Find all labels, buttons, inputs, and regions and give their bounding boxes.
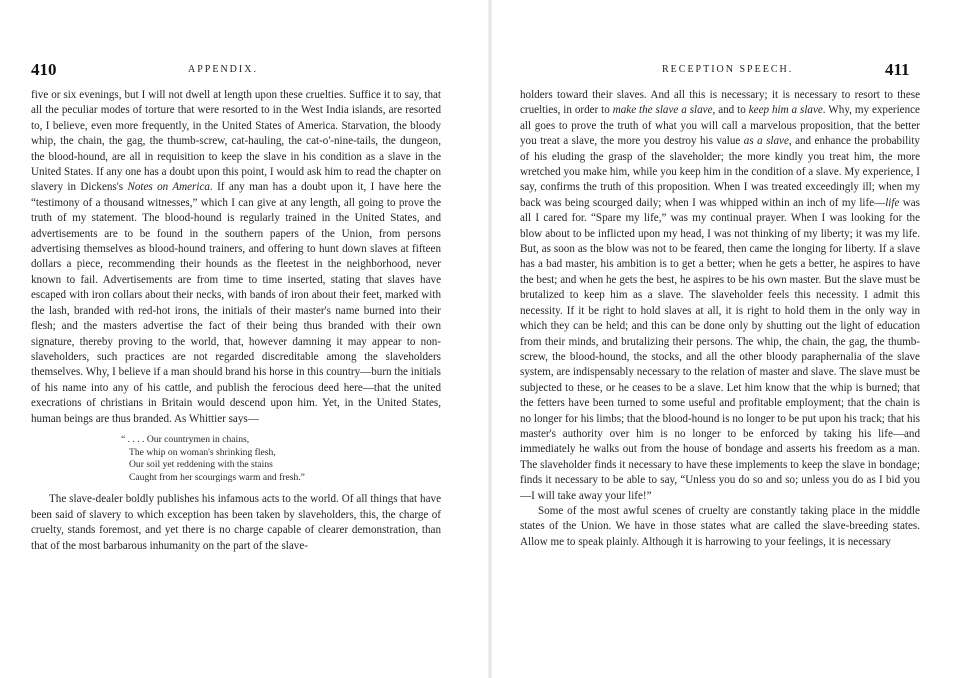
paragraph: holders toward their slaves. And all this is necessary; it is necessary to resort to these cruelties, in order to make the slave a slave, and to keep him a slave. Why, my experience all goes to prove the truth of what you will call a marvelous proposition, that the better you treat a slave, the more you destroy his value as a slave, and enhance the probability of his eluding the grasp of the slaveholder; the more kindly you treat him, the more wretched you make him, while you keep him in the condition of a slave. My experience, I say, confirms the truth of this proposition. When I was treated exceedingly ill; when my back was being scourged daily; when I was whipped within an inch of my life—life was all I cared for. “Spare my life,” was my continual prayer. When I was looking for the blow about to be inflicted upon my head, I was not thinking of my liberty; it was my life. But, as soon as the blow was not to be feared, then came the longing for liberty. If a slave has a bad master, his ambition is to get a better; when he gets a better, he aspires to have the best; and when he gets the best, he aspires to be his own master. But the slave must be brutalized to keep him as a slave. The slaveholder feels this necessity. I admit this necessity. If it be right to hold slaves at all, it is right to hold them in the only way in which they can be held; and this can be done only by shutting out the light of education from their minds, and brutalizing their persons. The whip, the chain, the gag, the thumb-screw, the blood-hound, the stocks, and all the other bloody paraphernalia of the slave system, are indispensably necessary to the relation of master and slave. The slave must be subjected to these, or he ceases to be a slave. Let him know that the whip is burned; that the fetters have been turned to some useful and profitable employment; that the chain is no longer for his limbs; that the blood-hound is no longer to be put upon his track; that his master's authority over him is no longer to be enforced by taking his life—and immediately he walks out from the house of bondage and asserts his freedom as a man. The slaveholder finds it necessary to have these implements to keep the slave in bondage; finds it necessary to be able to say, “Unless you do so and so; unless you do as I bid you—I will take away your life!” [520, 89, 920, 502]
verse-line: “ . . . . Our countrymen in chains, [121, 433, 250, 445]
paragraph: The slave-dealer boldly publishes his infamous acts to the world. Of all things that have been said of slavery to which exception has been taken by slaveholders, this, the charge of cruelty, stands foremost, and yet there is no charge capable of clearer demonstration, than that of the most barbarous inhumanity on the part of the slave- [31, 493, 441, 552]
verse-line: Caught from her scourgings warm and fresh.” [129, 471, 305, 483]
page-number: 411 [885, 60, 910, 79]
running-head: RECEPTION SPEECH. [662, 64, 794, 75]
verse-line: Our soil yet reddening with the stains [129, 459, 273, 471]
paragraph: Some of the most awful scenes of cruelty are constantly taking place in the middle states of the Union. We have in those states what are called the slave-breeding states. Allow me to speak plainly. Although it is harrowing to your feelings, it is necessary [520, 504, 920, 548]
page-number: 410 [31, 60, 57, 79]
running-head: APPENDIX. [188, 64, 258, 75]
right-page [490, 0, 980, 678]
page-body [520, 88, 920, 550]
verse-line: The whip on woman's shrinking flesh, [129, 446, 276, 458]
poem-quotation [121, 434, 441, 484]
page-body [31, 88, 441, 554]
paragraph: five or six evenings, but I will not dwell at length upon these cruelties. Suffice it to say, that all the peculiar modes of torture that were resorted to in the West India islands, are resorted to, I believe, even more frequently, in the United States of America. Starvation, the bloody whip, the chain, the gag, the thumb-screw, cat-hauling, the cat-o'-nine-tails, the dungeon, the blood-hound, are all in requisition to keep the slave in his condition as a slave in the United States. If any one has a doubt upon this point, I would ask him to read the chapter on slavery in Dickens's Notes on America. If any man has a doubt upon it, I have here the “testimony of a thousand witnesses,” which I can give at any length, all going to prove the truth of my statement. The blood-hound is regularly trained in the United States, and advertisements are to be found in the southern papers of the Union, from persons advertising themselves as blood-hound trainers, and offering to hunt down slaves at fifteen dollars a piece, recommending their hounds as the fleetest in the neighborhood, never known to fail. Advertisements are from time to time inserted, stating that slaves have escaped with iron collars about their necks, with bands of iron about their feet, marked with the lash, branded with red-hot irons, the initials of their master's name burned into their flesh; and the masters advertise the fact of their being thus branded with their own signature, thereby proving to the world, that, however damning it may appear to non-slaveholders, such practices are not regarded discreditable among the slaveholders themselves. Why, I believe if a man should brand his horse in this country—burn the initials of his name into any of his cattle, and publish the ferocious deed here—that the united execrations of christians in Britain would descend upon him. Yet, in the United States, human beings are thus branded. As Whittier says— [31, 89, 441, 425]
